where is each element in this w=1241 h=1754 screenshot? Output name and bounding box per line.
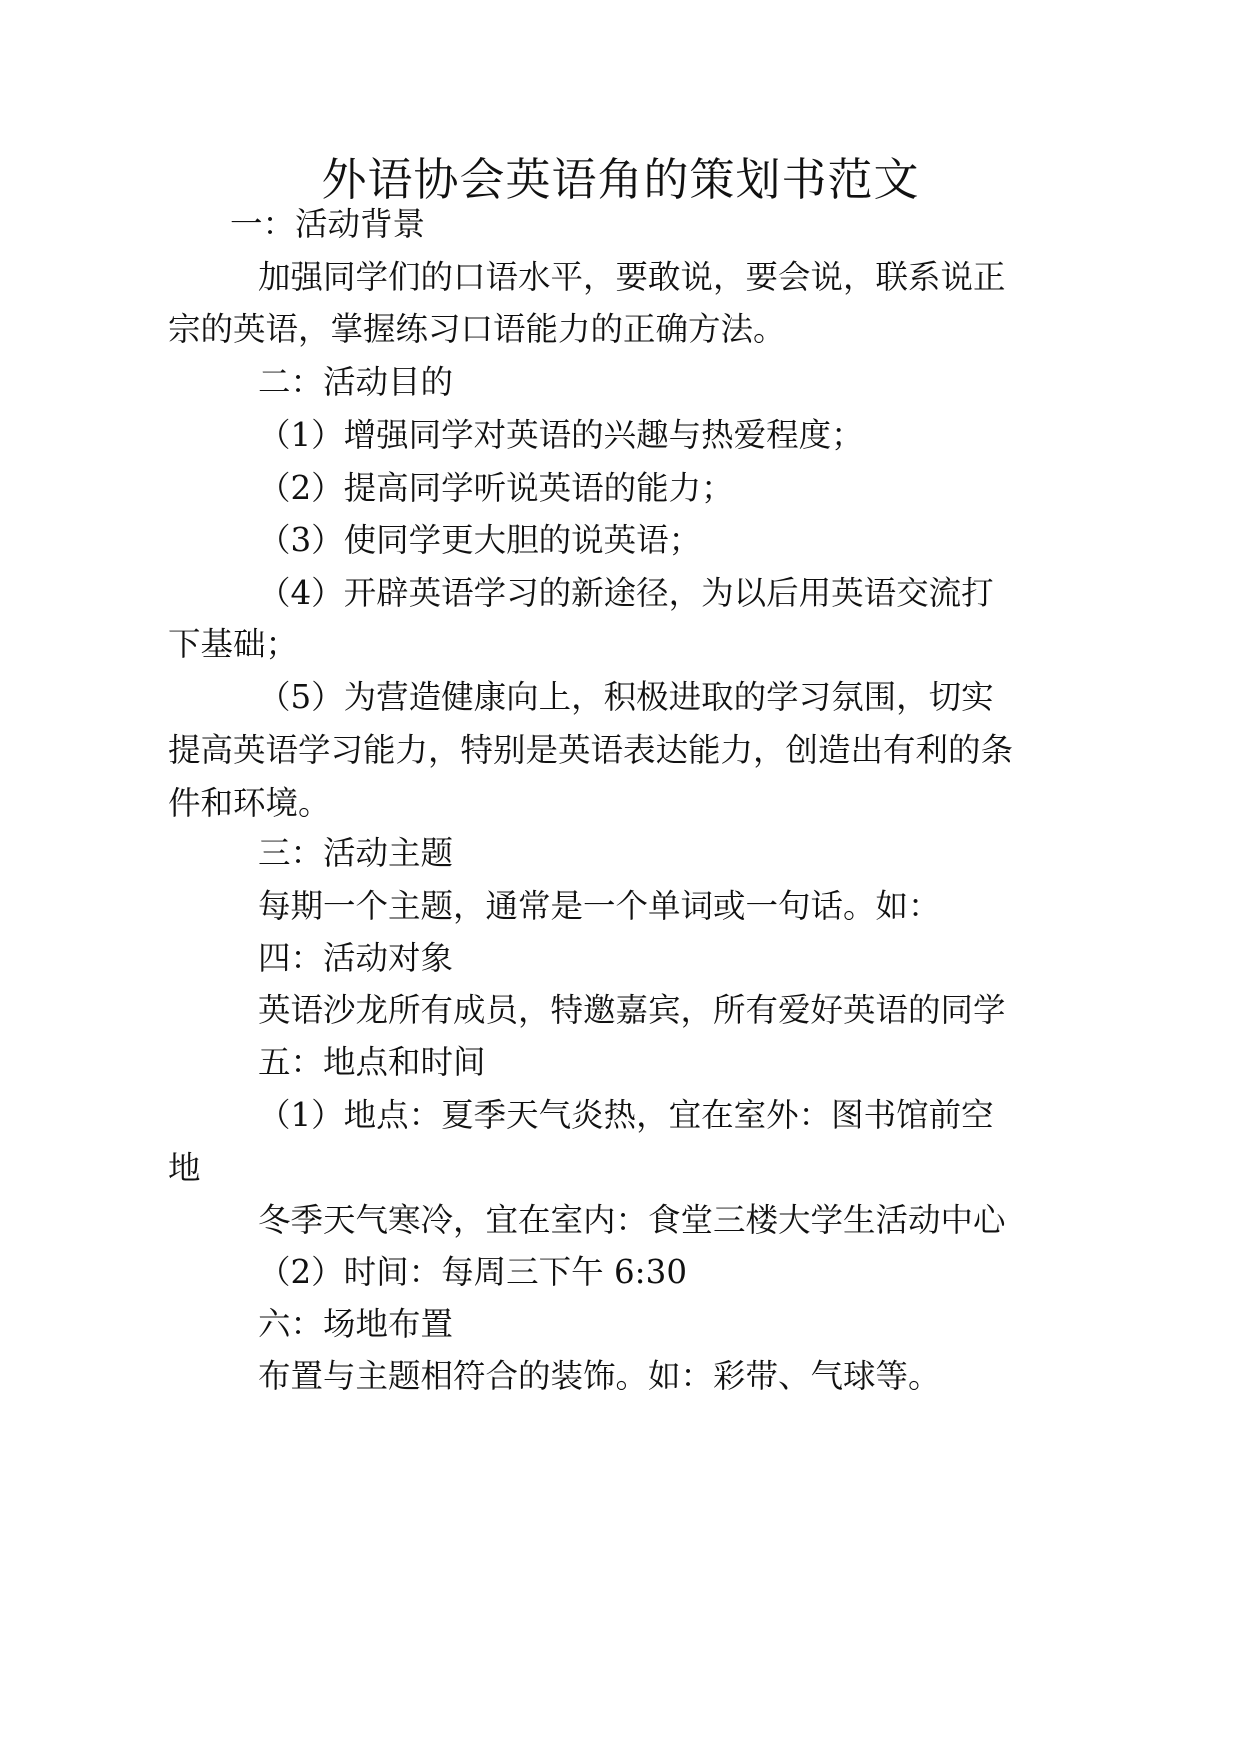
section-heading-audience: 四：活动对象: [258, 939, 454, 977]
section-heading-location-time: 五：地点和时间: [258, 1043, 486, 1081]
paragraph-line: 英语沙龙所有成员，特邀嘉宾，所有爱好英语的同学: [258, 991, 1006, 1029]
list-item-continuation: 件和环境。: [168, 784, 331, 822]
paragraph-line: 冬季天气寒冷，宜在室内：食堂三楼大学生活动中心: [258, 1201, 1006, 1239]
paragraph-line: 布置与主题相符合的装饰。如：彩带、气球等。: [258, 1357, 941, 1395]
section-heading-theme: 三：活动主题: [258, 834, 454, 872]
paragraph-line: 加强同学们的口语水平，要敢说，要会说，联系说正: [258, 258, 1006, 296]
document-title: 外语协会英语角的策划书范文: [321, 153, 920, 206]
list-item: （1）增强同学对英语的兴趣与热爱程度；: [258, 416, 864, 454]
list-item: （1）地点：夏季天气炎热，宜在室外：图书馆前空: [258, 1096, 994, 1134]
list-item: （5）为营造健康向上，积极进取的学习氛围，切实: [258, 678, 994, 716]
list-item-continuation: 地: [168, 1149, 201, 1187]
paragraph-line: 每期一个主题，通常是一个单词或一句话。如：: [258, 887, 941, 925]
list-item: （2）时间：每周三下午 6:30: [258, 1253, 687, 1291]
list-item: （4）开辟英语学习的新途径，为以后用英语交流打: [258, 574, 994, 612]
section-heading-background: 一：活动背景: [230, 205, 426, 243]
section-heading-venue: 六：场地布置: [258, 1305, 454, 1343]
list-item: （3）使同学更大胆的说英语；: [258, 521, 702, 559]
list-item-continuation: 提高英语学习能力，特别是英语表达能力，创造出有利的条: [168, 731, 1014, 769]
paragraph-line: 宗的英语，掌握练习口语能力的正确方法。: [168, 310, 786, 348]
section-heading-purpose: 二：活动目的: [258, 363, 454, 401]
list-item-continuation: 下基础；: [168, 625, 299, 663]
list-item: （2）提高同学听说英语的能力；: [258, 469, 734, 507]
